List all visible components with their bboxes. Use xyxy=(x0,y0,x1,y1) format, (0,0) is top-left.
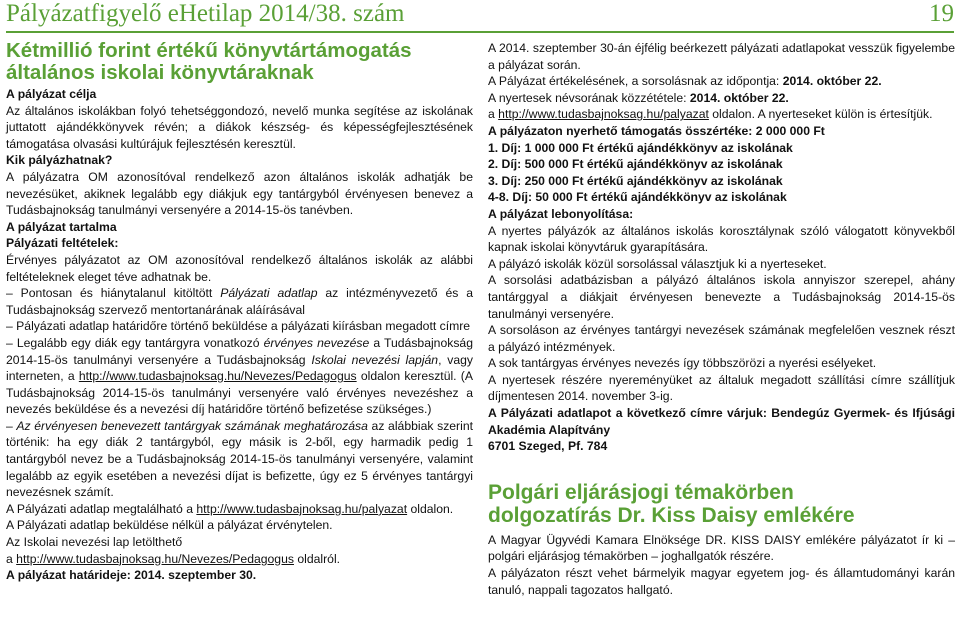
eligibility-paragraph: A pályázatra OM azonosítóval rendelkező azon általános iskolák adhatják be nevezésüket, akiknek legalább egy diákjuk egy tantárgyból érvényesen benevez a Tudásbajnokság tanulmányi versenyére a 2014-15-ös tanévben. xyxy=(6,169,473,218)
text-run: A nyertesek névsorának közzététele: xyxy=(488,90,690,105)
text-run: a xyxy=(488,107,499,122)
process-paragraph: A sorsolási adatbázisban a pályázó általános iskola annyiszor szerepel, ahány tantárggyal a diákjait érvényesen benevezte a Tudásbajnokság 2014-15-ös tanulmányi versenyére. xyxy=(488,273,955,321)
text-run-italic: Pályázati adatlap xyxy=(220,286,318,301)
entry-sheet-download: Az Iskolai nevezési lap letölthető xyxy=(6,535,183,550)
text-run-bold: 2014. október 22. xyxy=(782,74,882,89)
text-run: – Pontosan és hiánytalanul kitöltött xyxy=(6,286,221,301)
evaluation-date xyxy=(488,73,955,90)
section-heading-content: A pályázat tartalma xyxy=(6,219,117,234)
process-paragraph: A sok tantárgyas érvényes nevezés így többszörözi a nyerési esélyeket. xyxy=(488,356,877,371)
second-headline-line-1: Polgári eljárásjogi témakörben xyxy=(488,480,794,504)
text-run: – xyxy=(6,418,17,433)
right-column xyxy=(488,40,955,598)
section-heading-goal: A pályázat célja xyxy=(6,87,97,101)
prize-item: 2. Díj: 500 000 Ft értékű ajándékkönyv az iskolának xyxy=(488,157,783,172)
form-link[interactable]: http://www.tudasbajnoksag.hu/palyazat xyxy=(196,501,408,516)
prize-total: A pályázaton nyerhető támogatás összértéke: 2 000 000 Ft xyxy=(488,123,825,138)
text-run: oldalról. xyxy=(293,551,341,566)
text-run: oldalon keresztül. (A Tudásbajnokság 2014-15-ös tanulmányi versenyére való érvényes nevezéshez a nevezés beküldése és a nevezési díj határidőre történő befizetése szükséges.) xyxy=(6,369,473,417)
publication-date xyxy=(488,90,955,107)
page-header xyxy=(0,0,960,34)
process-paragraph: A nyertes pályázók az általános iskolás korosztálynak szóló válogatott könyvekből kapnak iskolai könyvtáruk gyarapítására. xyxy=(488,223,955,255)
publication-title: Pályázatfigyelő eHetilap 2014/38. szám xyxy=(6,0,405,27)
conditions-paragraph: Érvényes pályázatot az OM azonosítóval rendelkező általános iskolák az alábbi feltételeknek eleget téve adhatnak be. xyxy=(6,252,473,284)
submission-paragraph: A 2014. szeptember 30-án éjfélig beérkezett pályázati adatlapokat vesszük figyelembe a pályázat során. xyxy=(488,41,955,72)
second-headline-line-2: dolgozatírás Dr. Kiss Daisy emlékére xyxy=(488,504,855,528)
process-paragraph: A sorsoláson az érvényes tantárgyi nevezések számának megfelelően vesznek részt a pályázó intézmények. xyxy=(488,323,955,354)
text-run: oldalon. xyxy=(407,501,454,516)
entry-sheet-link[interactable]: http://www.tudasbajnoksag.hu/Nevezes/Pedagogus xyxy=(16,551,294,566)
text-run: , vagy interneten, a xyxy=(6,352,474,384)
second-article-paragraph: A Magyar Ügyvédi Kamara Elnöksége DR. KISS DAISY emlékére pályázatot ír ki – polgári eljárásjog témakörben – joghallgatók részére. xyxy=(488,532,955,564)
page-number: 19 xyxy=(929,0,954,27)
condition-item-count xyxy=(6,418,473,501)
text-run: A Pályázati adatlap megtalálható a xyxy=(6,501,197,516)
header-rule xyxy=(6,31,954,33)
form-location xyxy=(6,501,473,518)
text-run: A Pályázat értékelésének, a sorsolásnak az időpontja: xyxy=(488,74,783,89)
goal-paragraph: Az általános iskolákban folyó tehetséggondozó, nevelő munka segítése az iskolának juttatott ajándékkönyvek révén; a diákok készség- és képességfejlesztésének támogatása olvasási kultúrájuk fejlesztésén keresztül. xyxy=(6,103,473,151)
form-required-note: A Pályázati adatlap beküldése nélkül a pályázat érvénytelen. xyxy=(6,518,333,533)
article-headline-line-1: Kétmillió forint értékű könyvtártámogatás xyxy=(6,39,412,62)
section-heading-process: A pályázat lebonyolítása: xyxy=(488,206,634,221)
second-article-paragraph: A pályázaton részt vehet bármelyik magyar egyetem jog- és államtudományi karán tanuló, nappali tagozatos hallgató. xyxy=(488,566,955,597)
section-heading-conditions: Pályázati feltételek: xyxy=(6,236,119,251)
article-headline-line-2: általános iskolai könyvtáraknak xyxy=(6,61,314,84)
postal-address: 6701 Szeged, Pf. 784 xyxy=(488,439,608,454)
prize-item: 3. Díj: 250 000 Ft értékű ajándékkönyv az iskolának xyxy=(488,173,783,188)
results-link[interactable]: http://www.tudasbajnoksag.hu/palyazat xyxy=(498,107,709,122)
text-run-bold: 2014. október 22. xyxy=(689,90,789,105)
text-run: a Tudásbajnokság 2014-15-ös tanulmányi versenyére a Tudásbajnokság xyxy=(6,335,473,367)
second-article-headline xyxy=(488,481,955,528)
entry-sheet-link-line xyxy=(6,551,473,568)
left-column xyxy=(6,40,473,584)
text-run: az intézményvezető és a Tudásbajnokság szervező mentortanárának aláírásával xyxy=(6,286,473,317)
prize-item: 1. Díj: 1 000 000 Ft értékű ajándékkönyv az iskolának xyxy=(488,140,793,155)
prize-item: 4-8. Díj: 50 000 Ft értékű ajándékkönyv az iskolának xyxy=(488,190,787,205)
condition-item-deadline: – Pályázati adatlap határidőre történő beküldése a pályázati kiírásban megadott címre xyxy=(6,319,471,334)
deadline: A pályázat határideje: 2014. szeptember 30. xyxy=(6,568,257,583)
process-paragraph: A nyertesek részére nyereményüket az általuk megadott szállítási címre szállítjuk díjmentesen 2014. november 3-ig. xyxy=(488,372,955,404)
spacer xyxy=(488,455,955,481)
sender-address-heading: A Pályázati adatlapot a következő címre várjuk: Bendegúz Gyermek- és Ifjúsági Akadémia Alapítvány xyxy=(488,406,955,437)
text-run: az alábbiak szerint történik: ha egy diák 2 tantárgyból, egy másik is 2-ből, egy harmadik pedig 1 tantárgyból nevez be a Tudásbajnokság 2014-15-ös tanulmányi versenyére, valamint legalább az egyik esetében a nevezési díjat is befizette, úgy ez 5 érvényes tantárgyi nevezésnek számít. xyxy=(6,418,473,500)
process-paragraph: A pályázó iskolák közül sorsolással választjuk ki a nyerteseket. xyxy=(488,256,827,271)
text-run: a xyxy=(6,551,17,566)
results-link-line xyxy=(488,106,955,123)
text-run: – Legalább egy diák egy tantárgyra vonatkozó xyxy=(6,335,264,350)
article-headline xyxy=(6,40,473,84)
condition-item-entry xyxy=(6,335,473,418)
section-heading-eligibility: Kik pályázhatnak? xyxy=(6,153,113,168)
text-run-italic: Az érvényesen benevezett tantárgyak számának meghatározása xyxy=(16,418,368,433)
text-run-italic: Iskolai nevezési lapján xyxy=(311,352,439,367)
condition-item-form xyxy=(6,285,473,318)
entry-link[interactable]: http://www.tudasbajnoksag.hu/Nevezes/Pedagogus xyxy=(78,369,357,384)
text-run: oldalon. A nyerteseket külön is értesítjük. xyxy=(708,107,933,122)
text-run-italic: érvényes nevezése xyxy=(263,335,370,350)
